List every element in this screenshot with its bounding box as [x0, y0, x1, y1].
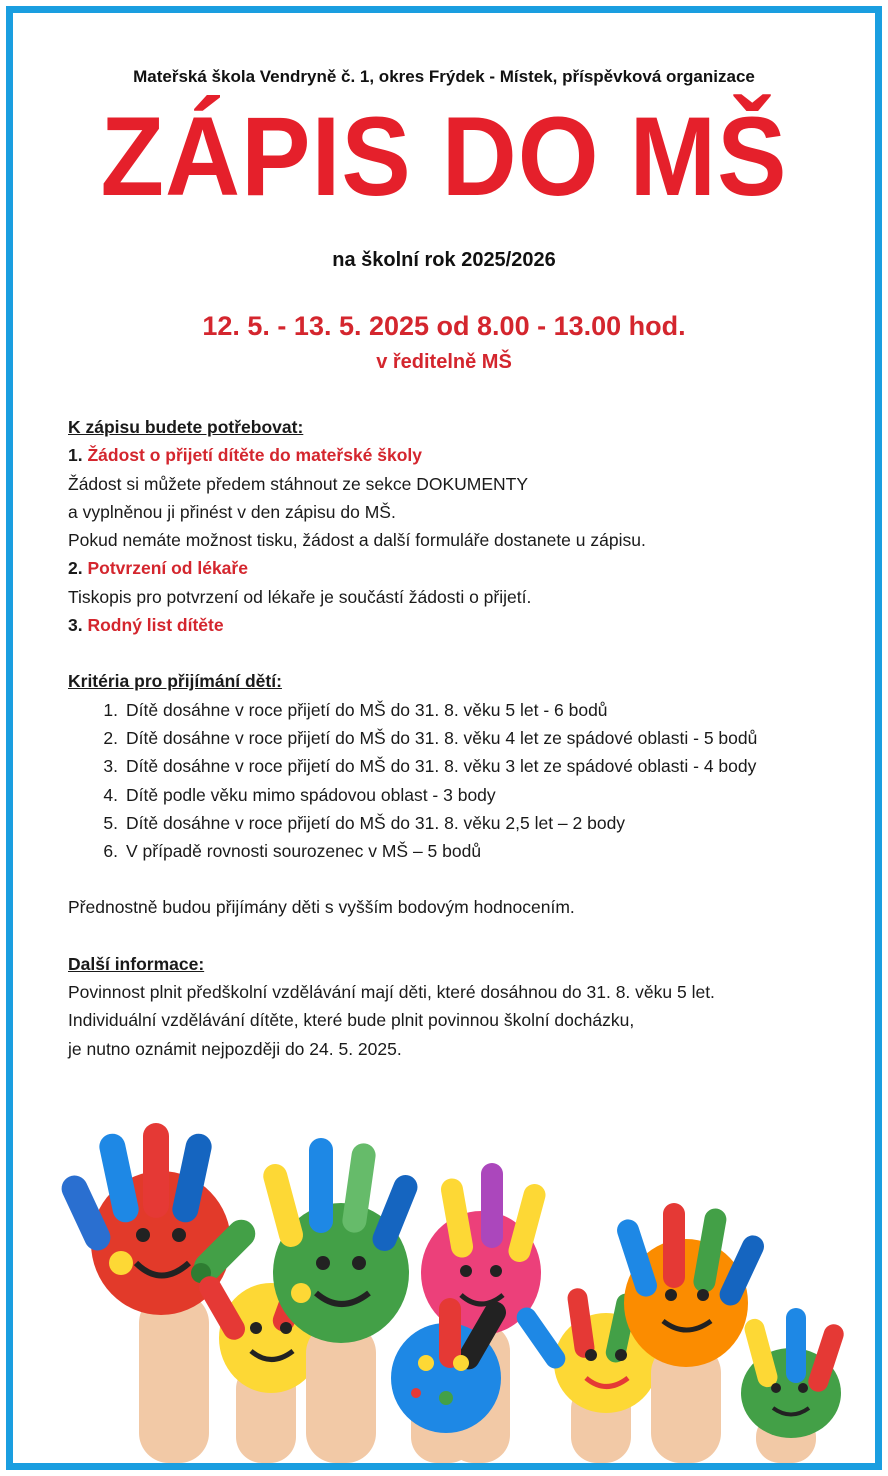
info-line: Individuální vzdělávání dítěte, které bude plnit povinnou školní docházku,: [68, 1010, 635, 1031]
list-item: [68, 752, 858, 780]
requirement-number: 2.: [68, 558, 83, 579]
poster-frame: [6, 6, 882, 1470]
hand-icon: [614, 1203, 767, 1463]
main-content: [68, 413, 858, 1063]
info-line: je nutno oznámit nejpozději do 24. 5. 2025.: [68, 1038, 402, 1059]
list-text: Dítě dosáhne v roce přijetí do MŠ do 31. 8. věku 3 let ze spádové oblasti - 4 body: [126, 756, 757, 777]
criteria-note: Přednostně budou přijímány děti s vyšším bodovým hodnocením.: [68, 897, 575, 918]
requirement-line: Pokud nemáte možnost tisku, žádost a další formuláře dostanete u zápisu.: [68, 530, 646, 551]
requirement-title: Žádost o přijetí dítěte do mateřské školy: [87, 445, 423, 466]
requirements-heading: K zápisu budete potřebovat:: [68, 417, 304, 437]
list-number: 2.: [103, 727, 118, 748]
page-title: ZÁPIS DO MŠ: [100, 94, 788, 220]
list-text: Dítě dosáhne v roce přijetí do MŠ do 31. 8. věku 2,5 let – 2 body: [126, 812, 626, 833]
requirement-number: 3.: [68, 615, 83, 636]
list-number: 4.: [103, 784, 118, 805]
registration-date: 12. 5. - 13. 5. 2025 od 8.00 - 13.00 hod.: [202, 311, 686, 341]
requirement-item-3: [68, 611, 858, 639]
painted-hands-illustration: [51, 1123, 849, 1463]
criteria-list: [68, 696, 858, 866]
list-number: 5.: [103, 812, 118, 833]
requirement-line: Žádost si můžete předem stáhnout ze sekce DOKUMENTY: [68, 473, 529, 494]
list-number: 6.: [103, 841, 118, 862]
list-text: Dítě dosáhne v roce přijetí do MŠ do 31. 8. věku 4 let ze spádové oblasti - 5 bodů: [126, 727, 758, 748]
hand-icon: [741, 1308, 846, 1463]
requirement-title: Rodný list dítěte: [87, 615, 224, 636]
list-item: [68, 837, 858, 865]
list-text: V případě rovnosti sourozenec v MŠ – 5 bodů: [126, 841, 482, 862]
requirement-number: 1.: [68, 445, 83, 466]
list-text: Dítě dosáhne v roce přijetí do MŠ do 31. 8. věku 5 let - 6 bodů: [126, 699, 608, 720]
list-item: [68, 781, 858, 809]
school-year: na školní rok 2025/2026: [332, 249, 556, 271]
list-text: Dítě podle věku mimo spádovou oblast - 3 body: [126, 784, 496, 805]
requirement-line: Tiskopis pro potvrzení od lékaře je součástí žádosti o přijetí.: [68, 586, 532, 607]
registration-location: v ředitelně MŠ: [376, 351, 512, 373]
list-number: 3.: [103, 756, 118, 777]
info-line: Povinnost plnit předškolní vzdělávání mají děti, které dosáhnou do 31. 8. věku 5 let.: [68, 982, 715, 1003]
list-item: [68, 809, 858, 837]
requirement-line: a vyplněnou ji přinést v den zápisu do MŠ.: [68, 501, 396, 522]
requirement-item-2: [68, 554, 858, 582]
list-item: [68, 696, 858, 724]
hand-icon: [57, 1123, 261, 1463]
info-heading: Další informace:: [68, 953, 205, 974]
list-number: 1.: [103, 699, 118, 720]
list-item: [68, 724, 858, 752]
organization-name: Mateřská škola Vendryně č. 1, okres Frýdek - Místek, příspěvková organizace: [133, 67, 755, 86]
criteria-heading: Kritéria pro přijímání dětí:: [68, 671, 282, 692]
requirement-title: Potvrzení od lékaře: [87, 558, 248, 579]
requirement-item-1: [68, 441, 858, 469]
